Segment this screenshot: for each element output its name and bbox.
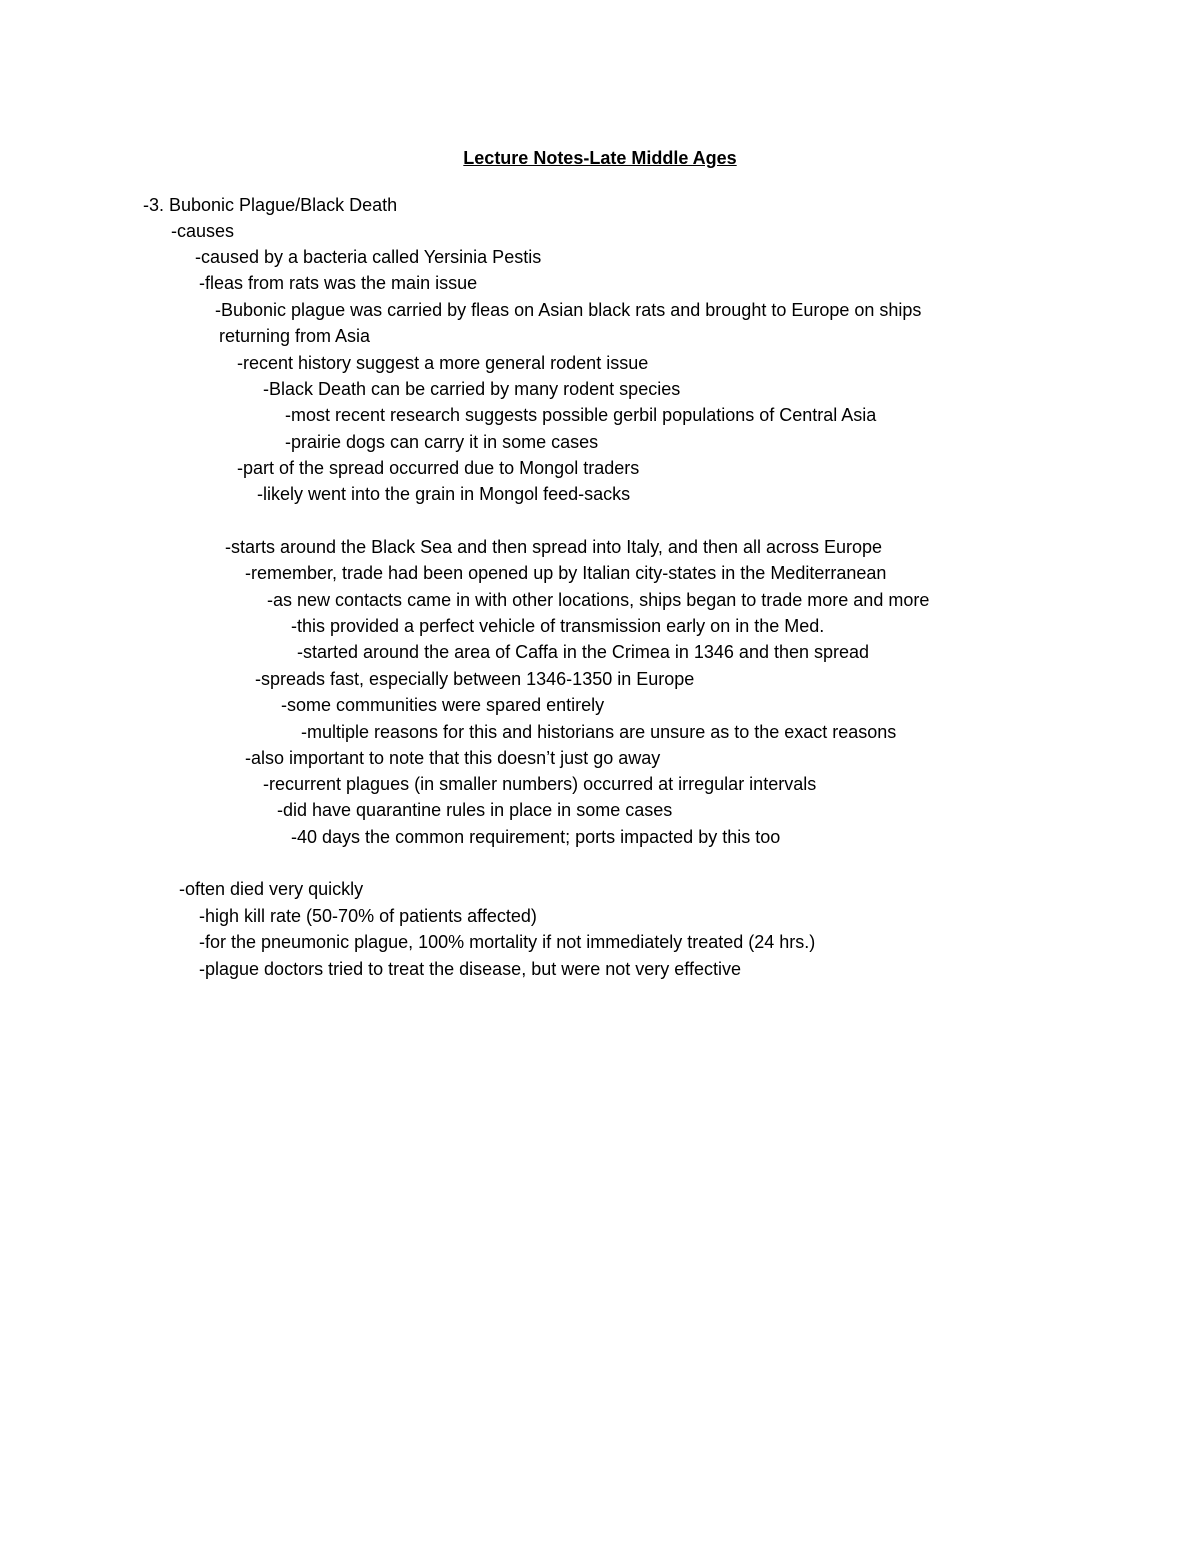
note-line: -did have quarantine rules in place in some cases bbox=[277, 800, 673, 820]
note-line: -Black Death can be carried by many rodent species bbox=[263, 379, 681, 399]
note-line: returning from Asia bbox=[219, 326, 371, 346]
note-line: -multiple reasons for this and historians are unsure as to the exact reasons bbox=[301, 722, 897, 742]
note-line: -fleas from rats was the main issue bbox=[199, 273, 478, 293]
document-title: Lecture Notes-Late Middle Ages bbox=[463, 148, 737, 168]
note-line: -spreads fast, especially between 1346-1350 in Europe bbox=[255, 669, 695, 689]
note-line: -caused by a bacteria called Yersinia Pestis bbox=[195, 247, 542, 267]
note-line: -part of the spread occurred due to Mongol traders bbox=[237, 458, 640, 478]
note-line: -causes bbox=[171, 221, 235, 241]
note-line: -remember, trade had been opened up by Italian city-states in the Mediterranean bbox=[245, 563, 887, 583]
note-line: -also important to note that this doesn’t just go away bbox=[245, 748, 661, 768]
note-line: -high kill rate (50-70% of patients affected) bbox=[199, 906, 537, 926]
note-line: -some communities were spared entirely bbox=[281, 695, 605, 715]
note-line: -often died very quickly bbox=[179, 879, 364, 899]
note-line: -starts around the Black Sea and then spread into Italy, and then all across Europe bbox=[225, 537, 883, 557]
note-line: -plague doctors tried to treat the disease, but were not very effective bbox=[199, 959, 741, 979]
note-line: -prairie dogs can carry it in some cases bbox=[285, 432, 599, 452]
note-line: -most recent research suggests possible gerbil populations of Central Asia bbox=[285, 405, 877, 425]
note-line: -3. Bubonic Plague/Black Death bbox=[143, 195, 398, 215]
note-line: -as new contacts came in with other locations, ships began to trade more and more bbox=[267, 590, 930, 610]
note-line: -40 days the common requirement; ports impacted by this too bbox=[291, 827, 781, 847]
note-line: -recurrent plagues (in smaller numbers) occurred at irregular intervals bbox=[263, 774, 817, 794]
note-line: -this provided a perfect vehicle of transmission early on in the Med. bbox=[291, 616, 825, 636]
note-line: -for the pneumonic plague, 100% mortality if not immediately treated (24 hrs.) bbox=[199, 932, 816, 952]
note-line: -started around the area of Caffa in the Crimea in 1346 and then spread bbox=[297, 642, 870, 662]
note-line: -likely went into the grain in Mongol feed-sacks bbox=[257, 484, 631, 504]
note-line: -recent history suggest a more general rodent issue bbox=[237, 353, 649, 373]
note-line: -Bubonic plague was carried by fleas on Asian black rats and brought to Europe on ships bbox=[215, 300, 922, 320]
